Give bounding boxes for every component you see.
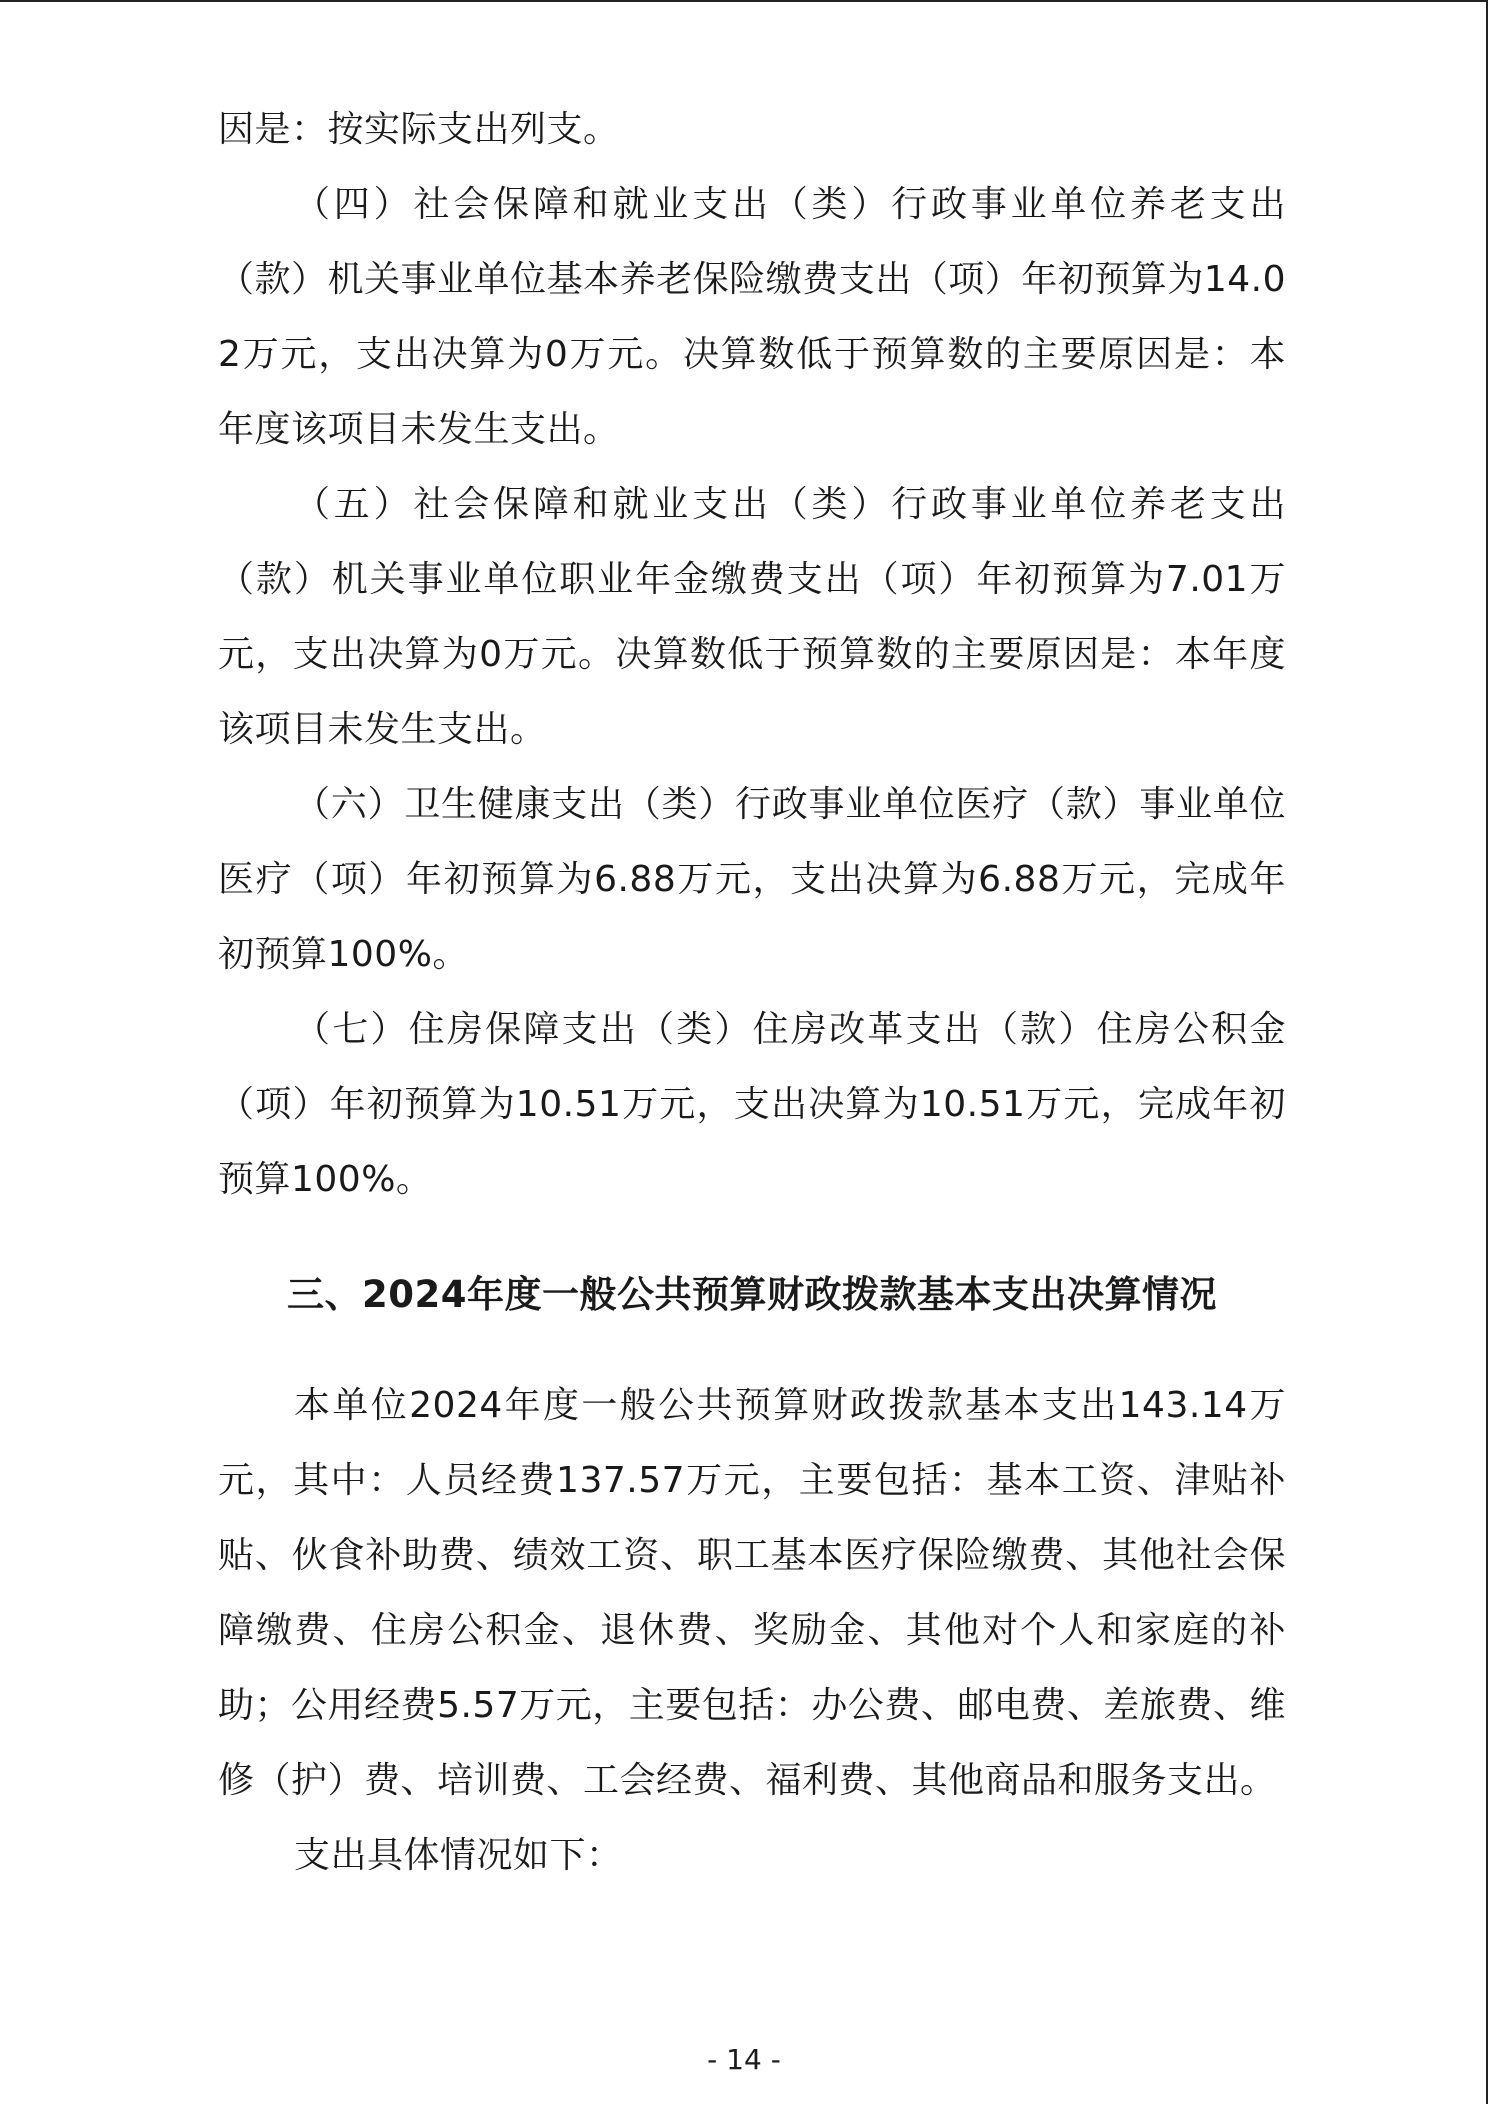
paragraph-details-intro: 支出具体情况如下： <box>294 1835 623 1876</box>
paragraph-basic-expenditure: 本单位2024年度一般公共预算财政拨款基本支出143.14万元，其中：人员经费137.57万元，主要包括：基本工资、津贴补贴、伙食补助费、绩效工资、职工基本医疗保险缴费、其他社会保障缴费、住房公积金、退休费、奖励金、其他对个人和家庭的补助；公用经费5.57万元，主要包括：办公费、邮电费、差旅费、维修（护）费、培训费、工会经费、福利费、其他商品和服务支出。 <box>218 1385 1286 1801</box>
page-top-border <box>0 0 1488 2</box>
page-number: - 14 - <box>707 2043 781 2076</box>
paragraph-item-5: （五）社会保障和就业支出（类）行政事业单位养老支出（款）机关事业单位职业年金缴费支出（项）年初预算为7.01万元，支出决算为0万元。决算数低于预算数的主要原因是：本年度该项目未发生支出。 <box>218 484 1286 750</box>
paragraph-continuation: 因是：按实际支出列支。 <box>218 109 620 150</box>
document-page <box>218 92 1286 1893</box>
paragraph-item-7: （七）住房保障支出（类）住房改革支出（款）住房公积金（项）年初预算为10.51万元，支出决算为10.51万元，完成年初预算100%。 <box>218 1009 1286 1200</box>
paragraph-item-6: （六）卫生健康支出（类）行政事业单位医疗（款）事业单位医疗（项）年初预算为6.88万元，支出决算为6.88万元，完成年初预算100%。 <box>218 784 1286 975</box>
section-heading: 三、2024年度一般公共预算财政拨款基本支出决算情况 <box>287 1273 1217 1316</box>
paragraph-item-4: （四）社会保障和就业支出（类）行政事业单位养老支出（款）机关事业单位基本养老保险缴费支出（项）年初预算为14.02万元，支出决算为0万元。决算数低于预算数的主要原因是：本年度该项目未发生支出。 <box>218 184 1286 450</box>
